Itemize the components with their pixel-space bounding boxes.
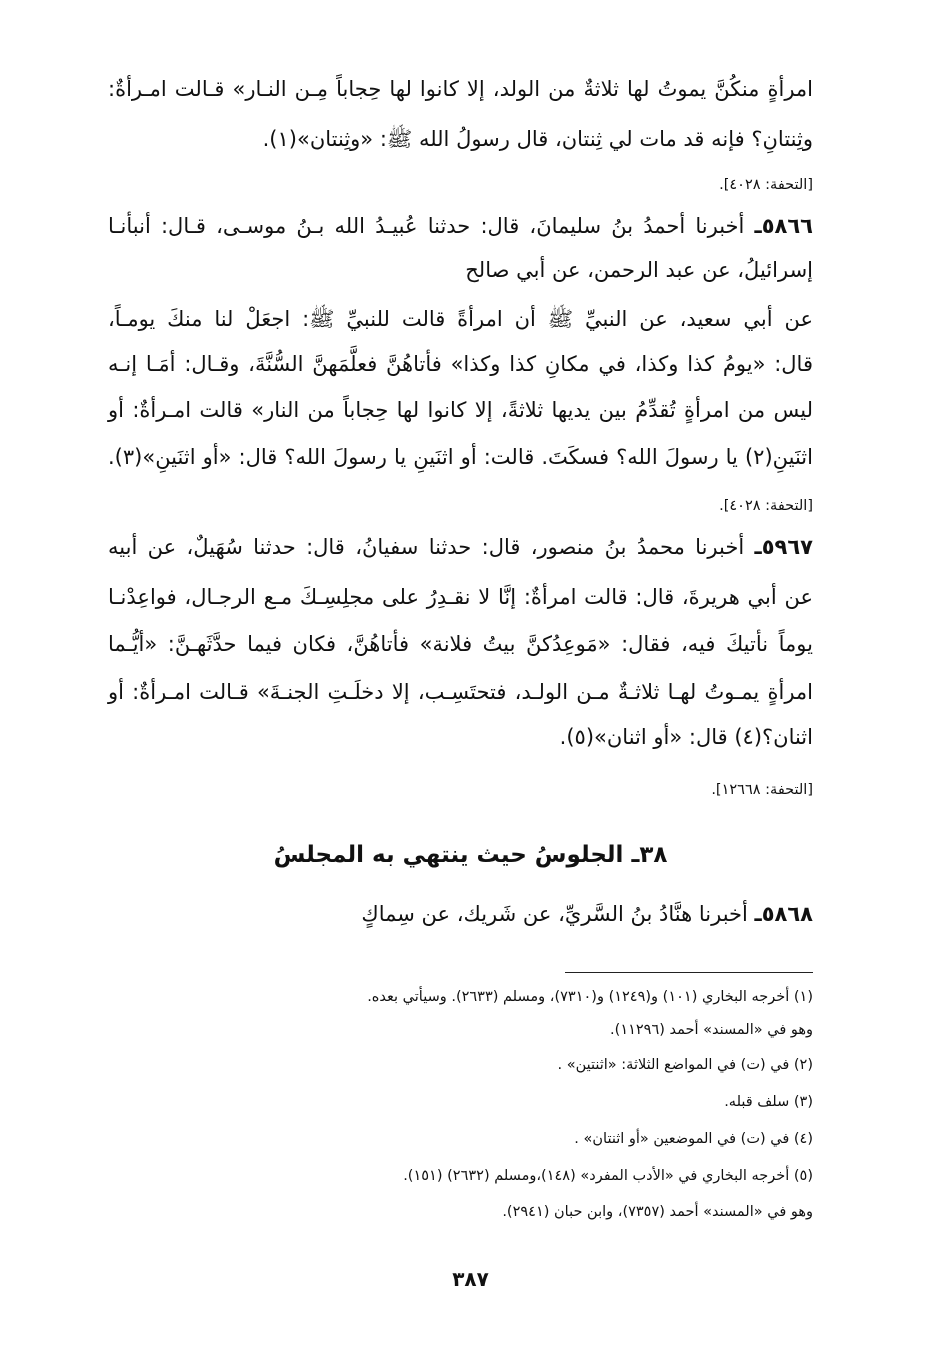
footnote-1-cont: وهو في «المسند» أحمد (١١٢٩٦). — [610, 1022, 813, 1038]
body-line-2: وثِنتانِ؟ فإنه قد مات لي ثِنتان، قال رسولُ الله ﷺ: «وثِنتان»(١). — [262, 127, 813, 151]
hadith-5866-line-4: قال: «يومُ كذا وكذا، في مكانِ كذا وكذا» فأتاهُنَّ فعلَّمَهنَّ السُّنَّةَ، وقـال: أمَـا إنـه — [108, 352, 813, 376]
hadith-5866-line-6: اثنَينِ(٢) يا رسولَ الله؟ فسكَتَ. قالت: أو اثنَينِ يا رسولَ الله؟ قال: «أو اثنَينِ»(٣). — [108, 445, 813, 469]
footnote-2: (٢) في (ت) في المواضع الثلاثة: «اثنتين» . — [557, 1057, 813, 1073]
hadith-5866-line-1 — [108, 214, 813, 238]
footnote-4: (٤) في (ت) في الموضعين «أو اثنتان» . — [574, 1131, 813, 1147]
body-line-1: امرأةٍ منكُنَّ يموتُ لها ثلاثةٌ من الولد، إلا كانوا لها حِجاباً مِـن النـار» قـالت امـرأةٌ: — [108, 77, 813, 101]
footnote-divider — [565, 972, 813, 973]
section-heading: ٣٨ـ الجلوسُ حيث ينتهي به المجلسُ — [273, 842, 668, 868]
hadith-5866-text-1: أخبرنا أحمدُ بنُ سليمانَ، قال: حدثنا عُبيـدُ الله بـنُ موسـى، قـال: أنبأنـا — [108, 214, 755, 238]
hadith-5867-line-2: عن أبي هريرةَ، قال: قالت امرأةٌ: إنَّا لا نقـدِرُ على مجلِسِـكَ مـع الرجـال، فواعِدْنـا — [108, 585, 813, 609]
footnote-1: (١) أخرجه البخاري (١٠١) و(١٢٤٩) و(٧٣١٠)، ومسلم (٢٦٣٣). وسيأتي بعده. — [367, 989, 813, 1005]
hadith-5867-text-1: أخبرنا محمدُ بنُ منصور، قال: حدثنا سفيانُ، قال: حدثنا سُهَيلٌ، عن أبيه — [108, 535, 755, 559]
hadith-number-5866: ٥٨٦٦ـ — [754, 214, 813, 238]
tuhfa-reference-1: [التحفة: ٤٠٢٨]. — [719, 177, 813, 193]
footnote-5: (٥) أخرجه البخاري في «الأدب المفرد» (١٤٨)،ومسلم (٢٦٣٢) (١٥١). — [403, 1168, 813, 1184]
hadith-5867-line-3: يوماً نأتيكَ فيه، فقال: «مَوعِدُكنَّ بيتُ فلانة» فأتاهُنَّ، فكان فيما حدَّثَهـنَّ: «أيُّـما — [108, 632, 813, 656]
hadith-5867-line-4: امرأةٍ يمـوتُ لهـا ثلاثـةٌ مـن الولـد، فتحتَسِـب، إلا دخلَـتِ الجنـةَ» قـالت امـرأةٌ: أو — [108, 680, 813, 704]
hadith-5866-line-2: إسرائيلُ، عن عبد الرحمن، عن أبي صالح — [465, 258, 813, 282]
tuhfa-reference-3: [التحفة: ١٢٦٦٨]. — [711, 782, 813, 798]
hadith-5868-line-1 — [361, 902, 813, 926]
hadith-number-5867: ٥٩٦٧ـ — [754, 535, 813, 559]
hadith-5866-line-5: ليس من امرأةٍ تُقدِّمُ بين يديها ثلاثةً، إلا كانوا لها حِجاباً من النار» قالت امـرأةٌ: أو — [108, 398, 813, 422]
tuhfa-reference-2: [التحفة: ٤٠٢٨]. — [719, 498, 813, 514]
hadith-5868-text: أخبرنا هنَّادُ بنُ السَّريِّ، عن شَريك، عن سِماكٍ — [361, 902, 755, 926]
footnote-3: (٣) سلف قبله. — [724, 1094, 813, 1110]
footnote-5-cont: وهو في «المسند» أحمد (٧٣٥٧)، وابن حبان (٢٩٤١). — [502, 1204, 813, 1220]
hadith-5867-line-1 — [108, 535, 813, 559]
hadith-5867-line-5: اثنان؟(٤) قال: «أو اثنان»(٥). — [559, 725, 813, 749]
hadith-5866-line-3: عن أبي سعيد، عن النبيِّ ﷺ أن امرأةً قالت للنبيِّ ﷺ: اجعَلْ لنا منكَ يومـاً، — [108, 307, 813, 331]
hadith-number-5868: ٥٨٦٨ـ — [754, 902, 813, 926]
page-number: ٣٨٧ — [452, 1267, 489, 1291]
